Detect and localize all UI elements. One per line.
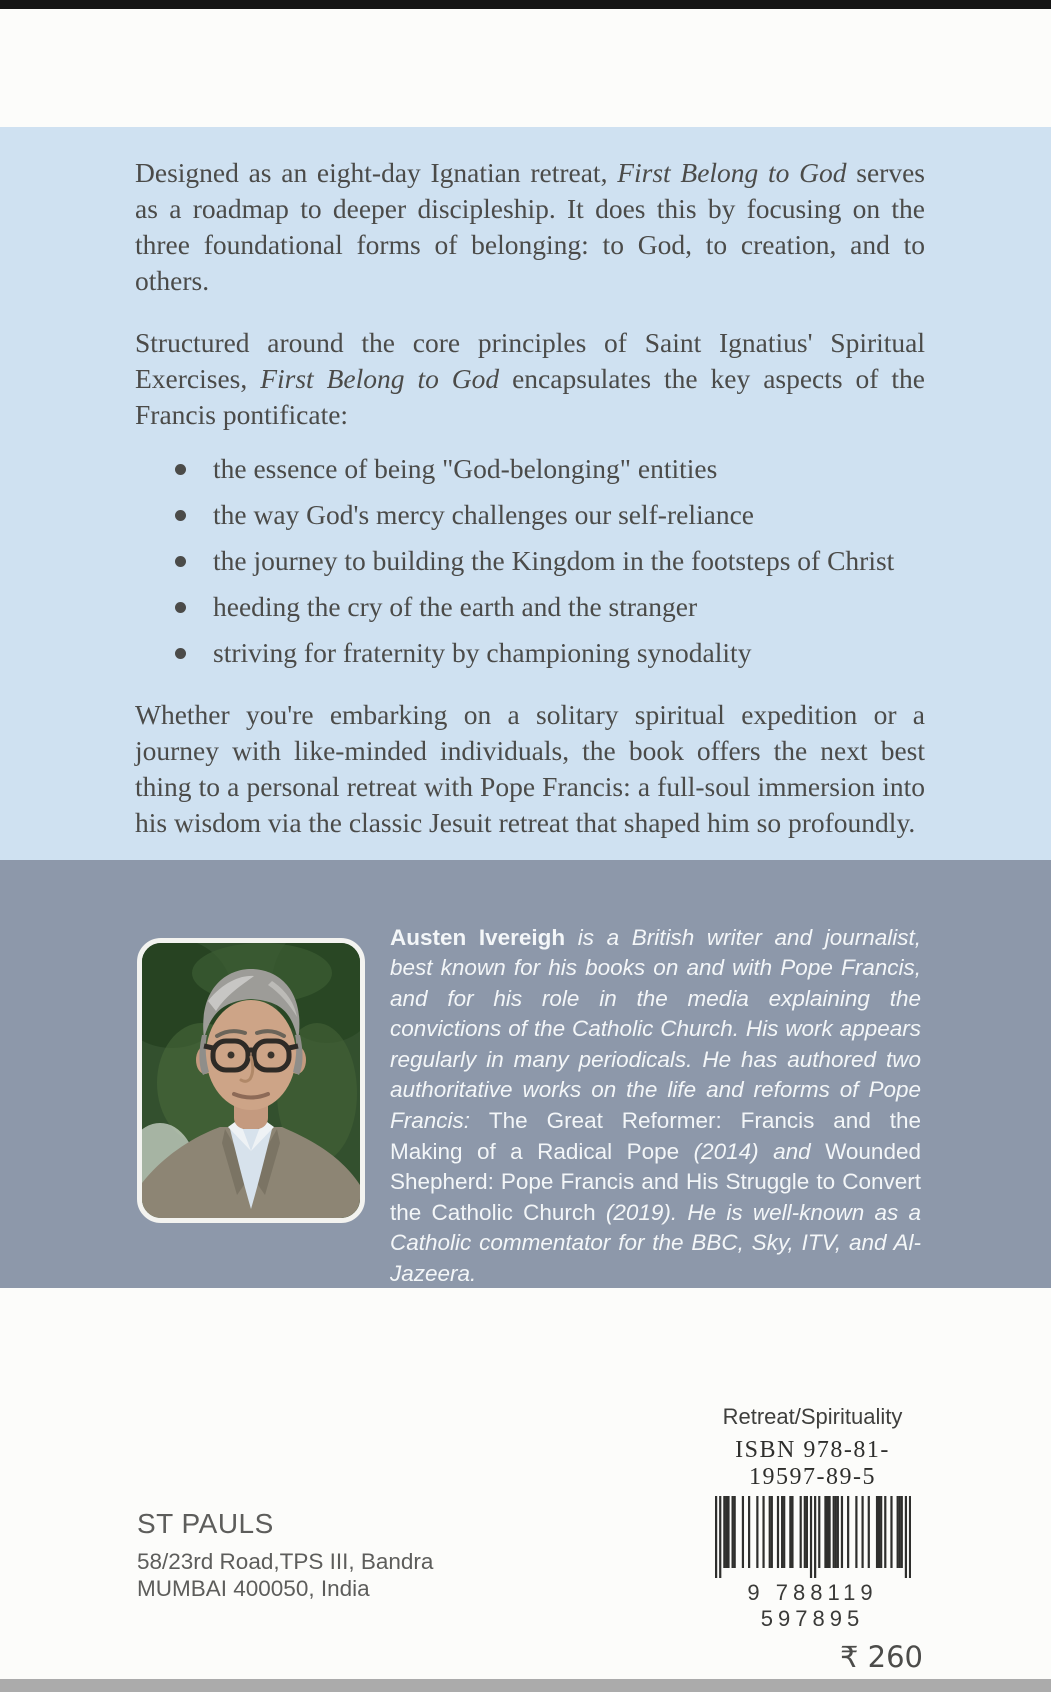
bullet-text: heeding the cry of the earth and the stranger (213, 591, 698, 622)
bullet-text: striving for fraternity by championing synodality (213, 637, 752, 668)
bullet-item (175, 589, 925, 625)
category-label: Retreat/Spirituality (722, 1404, 903, 1429)
publisher-name: ST PAULS (137, 1508, 274, 1539)
blurb-section (0, 127, 1051, 860)
bullet-item (175, 635, 925, 671)
blurb-paragraph-1 (135, 155, 925, 299)
book-top-edge (0, 0, 1051, 9)
barcode (715, 1496, 911, 1578)
price-label: ₹ 260 (839, 1640, 923, 1674)
bullet-list (175, 451, 925, 671)
publisher-address-line1: 58/23rd Road,TPS III, Bandra (137, 1549, 434, 1574)
blurb-paragraph-2 (135, 325, 925, 433)
text-segment: Wounded Shepherd: Pope Francis and His Struggle to Convert the Catholic Church (390, 1138, 921, 1225)
bullet-dot-icon (175, 602, 186, 613)
bullet-text: the essence of being "God-belonging" entities (213, 453, 718, 484)
text-segment: serves as a roadmap to deeper discipleship. It does this by focusing on the three foundational forms of belonging: to God, to creation, and to others. (135, 157, 925, 296)
text-segment: First Belong to God (617, 157, 847, 188)
text-segment: First Belong to God (260, 363, 500, 394)
text-segment: encapsulates the key aspects of the Francis pontificate: (135, 363, 925, 430)
blurb-paragraph-3: Whether you're embarking on a solitary spiritual expedition or a journey with like-minded individuals, the book offers the next best thing to a personal retreat with Pope Francis: a full-soul immersion into his wisdom via the classic Jesuit retreat that shaped him so profoundly. (135, 699, 925, 838)
bullet-item (175, 451, 925, 487)
bullet-dot-icon (175, 510, 186, 521)
barcode-digits: 9 788119 597895 (747, 1580, 878, 1631)
bullet-dot-icon (175, 556, 186, 567)
author-portrait-illustration (142, 943, 360, 1218)
bullet-item (175, 543, 925, 579)
book-bottom-edge (0, 1679, 1051, 1692)
bullet-dot-icon (175, 464, 186, 475)
author-photo (137, 938, 365, 1223)
text-segment: Structured around the core principles of Saint Ignatius' Spiritual Exercises, (135, 327, 925, 394)
isbn-label: ISBN 978-81-19597-89-5 (735, 1437, 890, 1490)
bullet-text: the way God's mercy challenges our self-reliance (213, 499, 754, 530)
bullet-text: the journey to building the Kingdom in the footsteps of Christ (213, 545, 895, 576)
text-segment: Austen Ivereigh (390, 924, 566, 950)
publisher-block (137, 1508, 433, 1602)
text-segment: The Great Reformer: Francis and the Making of a Radical Pope (390, 1108, 921, 1164)
text-segment: (2019). He is well-known as a Catholic commentator for the BBC, Sky, ITV, and Al-Jazeera. (390, 1199, 921, 1287)
bullet-dot-icon (175, 648, 186, 659)
text-segment: (2014) and (693, 1138, 826, 1164)
publisher-address-line2: MUMBAI 400050, India (137, 1576, 370, 1601)
text-segment: is a British writer and journalist, best known for his books on and with Pope Francis, and for his role in the media explaining the convictions of the Catholic Church. His work appears regularly in many periodicals. He has authored two authoritative works on the life and reforms of Pope Francis: (390, 924, 921, 1134)
bullet-item (175, 497, 925, 533)
text-segment: Designed as an eight-day Ignatian retreat, (135, 157, 618, 188)
isbn-block (700, 1404, 925, 1674)
author-bio (390, 923, 921, 1290)
